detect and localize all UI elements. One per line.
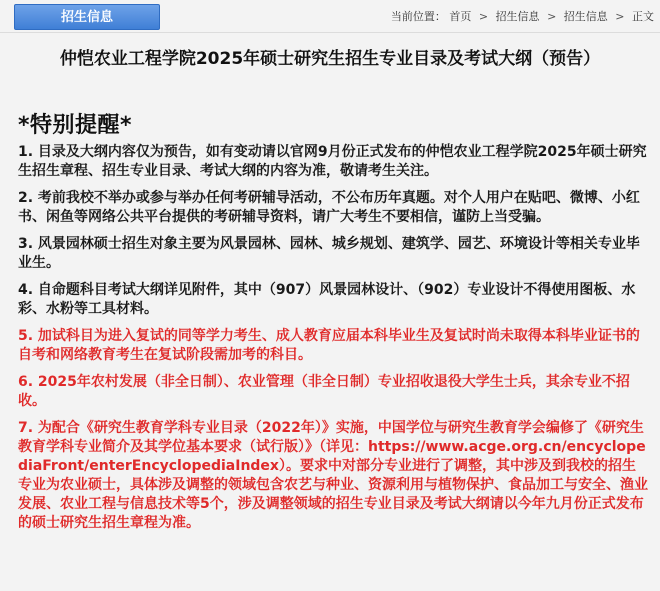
notice-item-1: 1. 目录及大纲内容仅为预告，如有变动请以官网9月份正式发布的仲恺农业工程学院2025年硕士研究生招生章程、招生专业目录、考试大纲的内容为准，敬请考生关注。 [18, 144, 647, 179]
notice-item-7: 7. 为配合《研究生教育学科专业目录（2022年）》实施，中国学位与研究生教育学会编修了《研究生教育学科专业简介及其学位基本要求（试行版）》（详见：https://www.acge.org.cn/encyclopediaFront/enterEncyclopediaIndex）。要求中对部分专业进行了调整，其中涉及到我校的招生专业为农业硕士，具体涉及调整的领域包含农艺与种业、资源利用与植物保护、食品加工与安全、渔业发展、农业工程与信息技术等5个，涉及调整领域的招生专业目录及考试大纲请以今年九月份正式发布的硕士研究生招生章程为准。 [18, 420, 648, 531]
page-title: 仲恺农业工程学院2025年硕士研究生招生专业目录及考试大纲（预告） [59, 49, 601, 69]
breadcrumb [391, 8, 654, 24]
breadcrumb-separator: > [478, 10, 489, 23]
breadcrumb-current: 正文 [632, 10, 654, 23]
notice-item-5: 5. 加试科目为进入复试的同等学力考生、成人教育应届本科毕业生及复试时尚未取得本科毕业证书的自考和网络教育考生在复试阶段需加考的科目。 [18, 328, 640, 363]
tab-recruitment-info[interactable]: 招生信息 [14, 4, 160, 30]
top-bar [0, 0, 660, 33]
breadcrumb-recruitment-info[interactable]: 招生信息 [495, 10, 540, 23]
notice-item-3: 3. 风景园林硕士招生对象主要为风景园林、园林、城乡规划、建筑学、园艺、环境设计等相关专业毕业生。 [18, 236, 640, 271]
breadcrumb-separator: > [547, 10, 557, 23]
breadcrumb-recruitment-info-sub[interactable]: 招生信息 [563, 10, 608, 23]
notice-heading: *特别提醒* [18, 113, 133, 138]
notice-list [18, 143, 648, 541]
notice-item-6: 6. 2025年农村发展（非全日制）、农业管理（非全日制）专业招收退役大学生士兵，其余专业不招收。 [18, 374, 630, 409]
breadcrumb-separator: > [615, 10, 625, 23]
breadcrumb-prefix: 当前位置： [390, 10, 446, 23]
notice-item-2: 2. 考前我校不举办或参与举办任何考研辅导活动，不公布历年真题。对个人用户在贴吧、微博、小红书、闲鱼等网络公共平台提供的考研辅导资料，请广大考生不要相信，谨防上当受骗。 [18, 190, 640, 225]
notice-item-4: 4. 自命题科目考试大纲详见附件，其中（907）风景园林设计、（902）专业设计不得使用图板、水彩、水粉等工具材料。 [18, 282, 636, 317]
breadcrumb-home[interactable]: 首页 [449, 10, 472, 23]
